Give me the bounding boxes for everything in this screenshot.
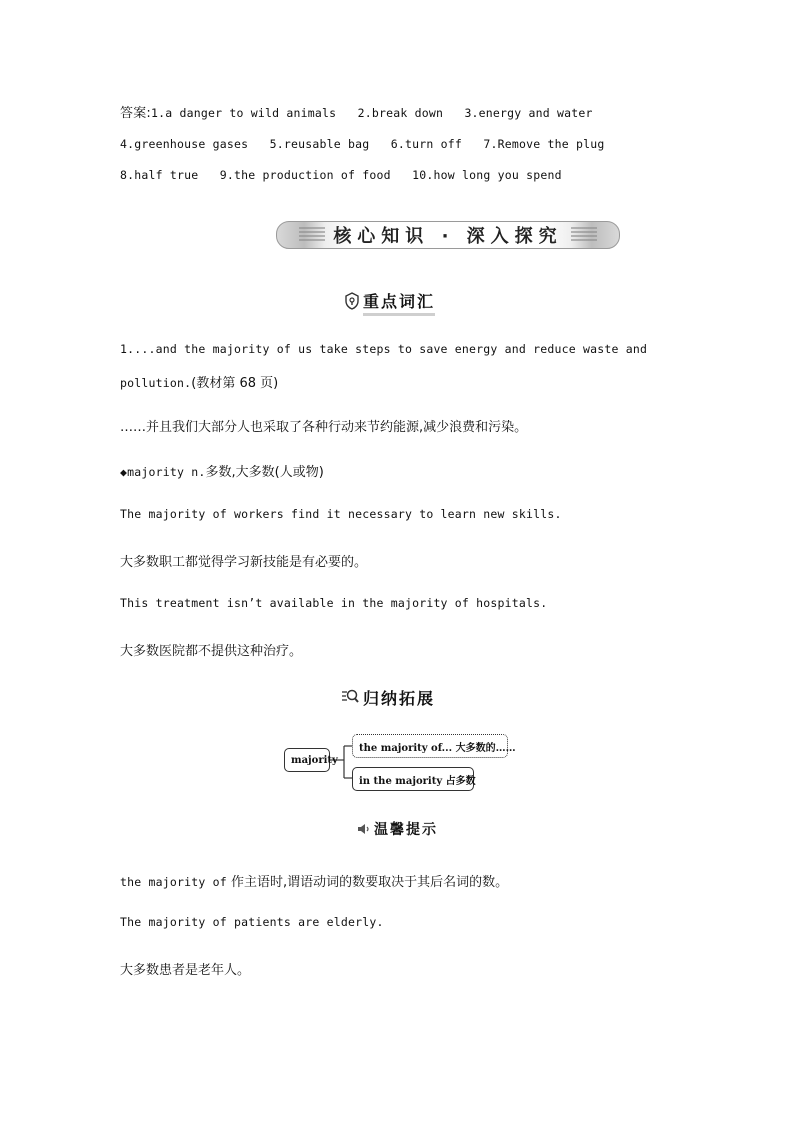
tip-heading (357, 819, 438, 839)
answer-block (120, 98, 680, 191)
answer-item: 9.the production of food (219, 168, 391, 182)
tip-rule-text: 作主语时,谓语动词的数要取决于其后名词的数。 (226, 875, 509, 890)
answer-item: 10.how long you spend (412, 168, 562, 182)
diagram-branch-1-label: the majority of... 大多数的…… (359, 742, 516, 754)
diagram-branch-2 (352, 767, 474, 791)
example1-english: The majority of workers find it necessary to learn new skills. (120, 507, 562, 521)
tip-rule (120, 871, 508, 890)
banner-title: 核心知识 · 深入探究 (333, 226, 563, 247)
diagram-branch-2-label: in the majority 占多数 (359, 775, 476, 787)
answer-item: 8.half true (120, 168, 199, 182)
tip-rule-phrase: the majority of (120, 875, 227, 889)
magnifier-icon (341, 688, 359, 708)
example2-chinese: 大多数医院都不提供这种治疗。 (120, 644, 303, 659)
example1-chinese: 大多数职工都觉得学习新技能是有必要的。 (120, 555, 368, 570)
section-banner (276, 221, 620, 249)
tip-example-chinese: 大多数患者是老年人。 (120, 963, 251, 978)
answer-item: 7.Remove the plug (483, 137, 605, 151)
tip-example-english: The majority of patients are elderly. (120, 915, 384, 929)
tip-label: 温馨提示 (374, 822, 438, 838)
word-entry (120, 461, 324, 480)
diagram-root-label: majority (291, 754, 338, 766)
word-headword: ◆majority n. (120, 465, 206, 479)
word-map-diagram (284, 730, 524, 794)
example2-english: This treatment isn’t available in the majority of hospitals. (120, 596, 548, 610)
word-definition: 多数,大多数(人或物) (205, 465, 324, 480)
item1-translation: ……并且我们大部分人也采取了各种行动来节约能源,减少浪费和污染。 (120, 420, 528, 435)
speaker-icon (357, 820, 371, 839)
diagram-root-box (284, 748, 338, 772)
diagram-branch-1 (352, 734, 516, 758)
answer-prefix: 答案: (120, 106, 151, 121)
answer-item: 3.energy and water (464, 106, 593, 120)
answer-item: 4.greenhouse gases (120, 137, 249, 151)
summary-label: 归纳拓展 (363, 689, 436, 708)
key-lock-icon (344, 292, 360, 314)
item1-sentence-line2 (120, 372, 278, 391)
summary-heading (341, 686, 435, 709)
answer-item: 5.reusable bag (269, 137, 370, 151)
banner-decoration-left (299, 227, 325, 243)
answer-item: 2.break down (357, 106, 444, 120)
item1-sentence-line1: 1....and the majority of us take steps to save energy and reduce waste and (120, 342, 648, 356)
answer-item: 1.a danger to wild animals (150, 106, 337, 120)
answer-item: 6.turn off (390, 137, 462, 151)
banner-decoration-right (571, 227, 597, 243)
key-vocabulary-heading (344, 289, 435, 316)
item1-sentence-end: pollution. (120, 376, 192, 390)
item1-source: (教材第 68 页) (191, 376, 279, 391)
key-vocabulary-label: 重点词汇 (363, 289, 435, 316)
